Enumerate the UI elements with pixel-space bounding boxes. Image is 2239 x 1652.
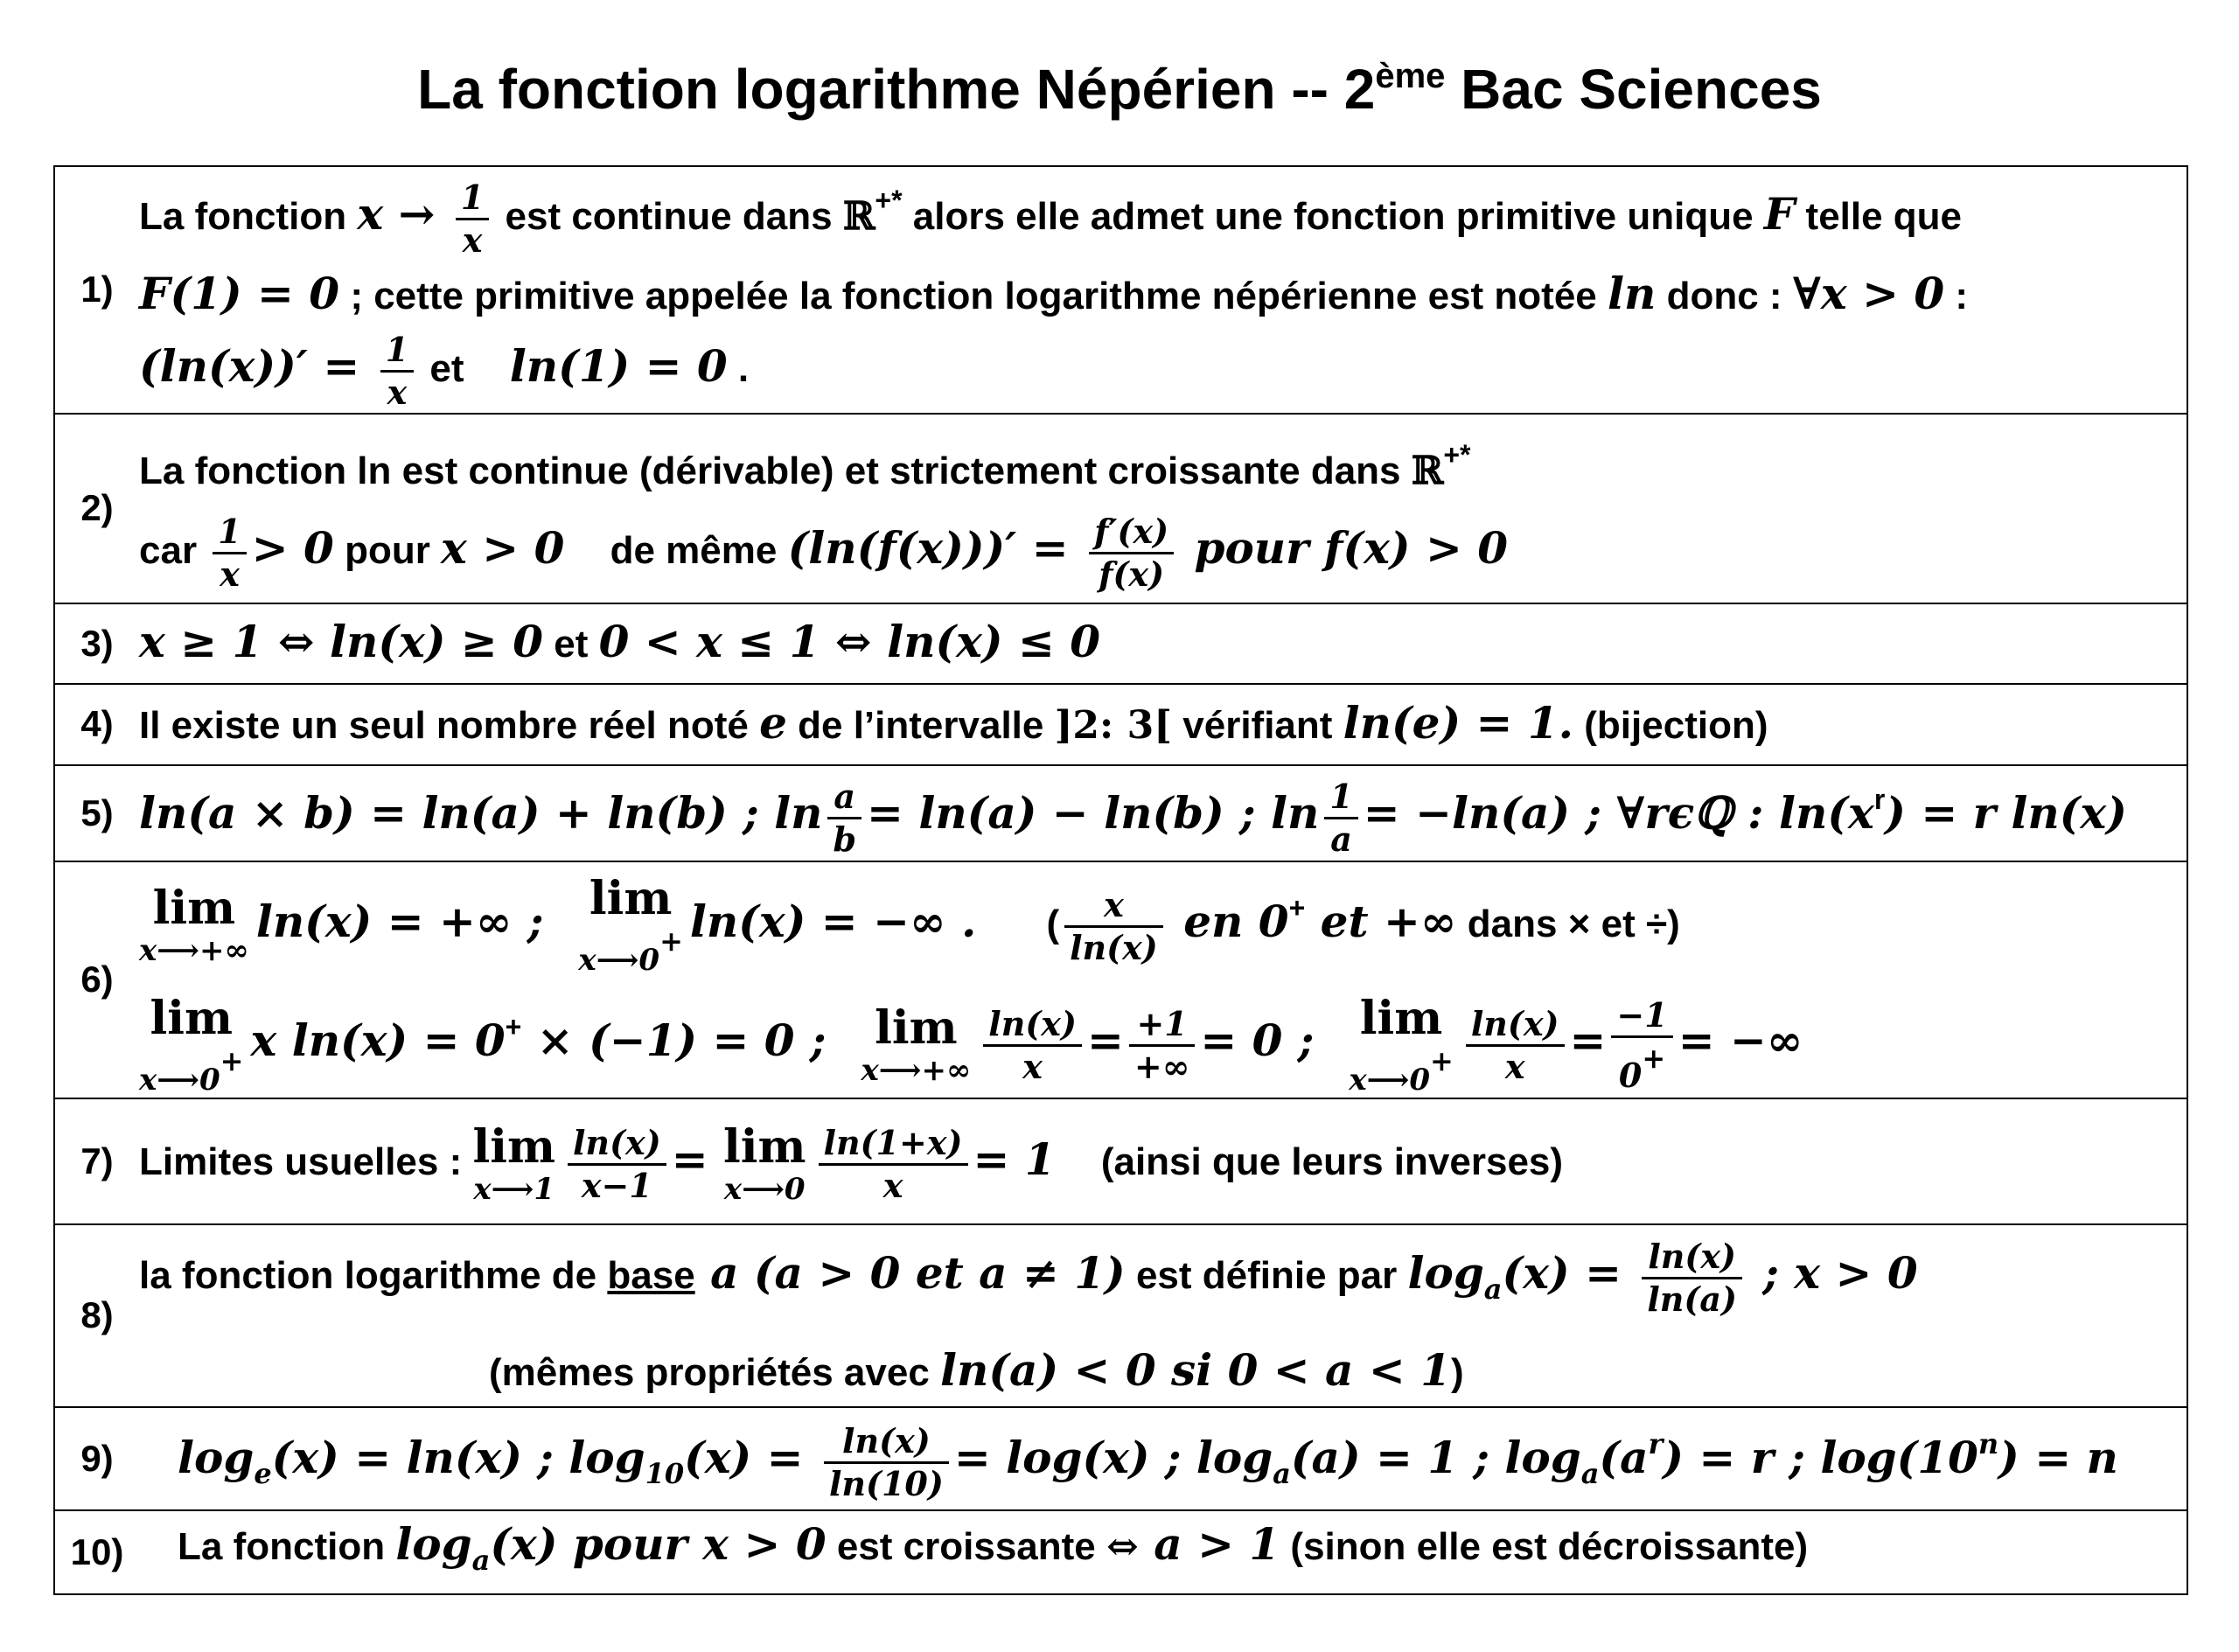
fraction: $\frac{\ln(x)}{\ln(10)}$: [824, 1421, 949, 1504]
fraction: $\frac{\ln(1+x)}{x}$: [819, 1123, 968, 1206]
row-content: [139, 684, 2187, 765]
fraction: $\frac{\ln(x)}{x}$: [983, 1004, 1082, 1087]
table-row: [54, 1224, 2187, 1407]
limit: lim x⟶0+: [139, 991, 244, 1098]
text-line: (mêmes propriétés avec ln(a) < 0 si 0 < a < 1): [489, 1343, 1464, 1396]
properties-table: [53, 165, 2188, 1595]
table-row: [54, 861, 2187, 1098]
table-row: [54, 1510, 2187, 1594]
text-line: (ln(x))′ = $\frac{1}{x}$ et ln(1) = 0 .: [139, 329, 750, 412]
limit: lim x⟶0+: [1349, 991, 1454, 1098]
text-line: Il existe un seul nombre réel noté e de l’intervalle ]2: 3[ vérifiant ln(e) = 1. (bijection): [139, 696, 1768, 749]
text-line: F(1) = 0 ; cette primitive appelée la fonction logarithme népérienne est notée ln donc : ∀x > 0 :: [139, 267, 1969, 319]
row-content: [139, 166, 2187, 414]
fraction: $\frac{1}{x}$: [213, 512, 246, 595]
row-number: 4): [54, 684, 139, 765]
row-number: 6): [54, 861, 139, 1098]
text-line: ln(a × b) = ln(a) + ln(b) ; ln $\frac{a}{b}$ = ln(a) − ln(b) ; ln $\frac{1}{a}$ = −ln(a) ; ∀rϵℚ : $\ln(x^r) = r$ ln(x): [139, 777, 2127, 860]
fraction: $\frac{1}{a}$: [1324, 777, 1357, 860]
text-line: lim x⟶+∞ ln(x) = +∞ ; lim x⟶0+ ln(x) = −∞ . ( $\frac{x}{\ln(x)}$ en 0+ et +∞ dans × et ÷): [139, 872, 1680, 979]
limit: lim x⟶1: [472, 1119, 555, 1207]
fraction: $\frac{1}{x}$: [380, 330, 414, 413]
table-row: [54, 1407, 2187, 1510]
row-number: 10): [54, 1510, 139, 1594]
row-content: [139, 603, 2187, 684]
row-number: 9): [54, 1407, 139, 1510]
fraction: $\frac{x}{\ln(x)}$: [1064, 885, 1163, 968]
row-number: 3): [54, 603, 139, 684]
table-row: [54, 684, 2187, 765]
row-content: [139, 414, 2187, 603]
fraction: $\frac{\ln(x)}{x}$: [1466, 1004, 1565, 1087]
page-title: La fonction logarithme Népérien -- 2ème Bac Sciences: [417, 57, 1822, 121]
fraction: $\frac{a}{b}$: [827, 777, 861, 860]
table-row: [54, 603, 2187, 684]
row-content: [139, 1407, 2187, 1510]
limit: lim x⟶+∞: [861, 1000, 972, 1088]
text-line: Limites usuelles : lim x⟶1 $\frac{\ln(x)}{x-1}$ = lim x⟶0 $\frac{\ln(1+x)}{x}$ = 1 (ainsi que leurs inverses): [139, 1119, 1564, 1207]
text-line: La fonction ln est continue (dérivable) et strictement croissante dans ℝ+*: [139, 439, 1471, 494]
row-number: 1): [54, 166, 139, 414]
limit: lim x⟶+∞: [139, 882, 249, 969]
row-content: [139, 1098, 2187, 1224]
fraction: $\frac{-1}{0^+}$: [1611, 995, 1672, 1096]
fraction: $\frac{f'(x)}{f(x)}$: [1089, 512, 1174, 595]
title-superscript: ème: [1375, 57, 1446, 95]
table-row: [54, 765, 2187, 861]
table-row: [54, 166, 2187, 414]
text-line: car $\frac{1}{x}$ > 0 pour x > 0 de même (ln(f(x)))′ = $\frac{f'(x)}{f(x)}$ pour f(x) > 0: [139, 512, 1509, 595]
row-number: 5): [54, 765, 139, 861]
row-content: [139, 861, 2187, 1098]
text-line: La fonction x → $\frac{1}{x}$ est continue dans ℝ+* alors elle admet une fonction primitive unique F telle que: [139, 177, 1963, 260]
row-content: [139, 1510, 2187, 1594]
row-number: 2): [54, 414, 139, 603]
limit: lim x⟶0+: [578, 872, 683, 979]
text-line: $\log_e(x) = \ln(x)$ ; $\log_{10}(x)$ = $\frac{\ln(x)}{\ln(10)}$ = log(x) ; $\log_a(a) = 1$ ; $\log_a(a^r) = r$ ; $\log(10^n) = n$: [178, 1420, 2118, 1503]
row-number: 8): [54, 1224, 139, 1407]
text-line: x ≥ 1 ⇔ ln(x) ≥ 0 et 0 < x ≤ 1 ⇔ ln(x) ≤ 0: [139, 616, 1101, 668]
fraction: $\frac{\ln(x)}{\ln(a)}$: [1642, 1237, 1742, 1320]
row-content: [139, 765, 2187, 861]
text-line: La fonction $\log_a(x)$ pour x > 0 est croissante ⇔ a > 1 (sinon elle est décroissante): [178, 1517, 1809, 1577]
row-number: 7): [54, 1098, 139, 1224]
text-line: lim x⟶0+ x ln(x) = 0+ × (−1) = 0 ; lim x⟶+∞ $\frac{\ln(x)}{x}$ = $\frac{+1}{+\infty}$ = 0 ; lim x⟶0+ $\frac{\ln(x)}{x}$ = $\frac{-1}{0^+}$ = −∞: [139, 991, 1803, 1098]
fraction: $\frac{\ln(x)}{x-1}$: [568, 1123, 666, 1206]
limit: lim x⟶0: [723, 1119, 806, 1207]
fraction: $\frac{+1}{+\infty}$: [1129, 1004, 1196, 1087]
table-row: [54, 1098, 2187, 1224]
table-row: [54, 414, 2187, 603]
row-content: [139, 1224, 2187, 1407]
text-line: la fonction logarithme de base a (a > 0 et a ≠ 1) est définie par $\log_a(x)$ = $\frac{\ln(x)}{\ln(a)}$ ; x > 0: [139, 1236, 1918, 1319]
fraction: $\frac{1}{x}$: [456, 178, 489, 261]
